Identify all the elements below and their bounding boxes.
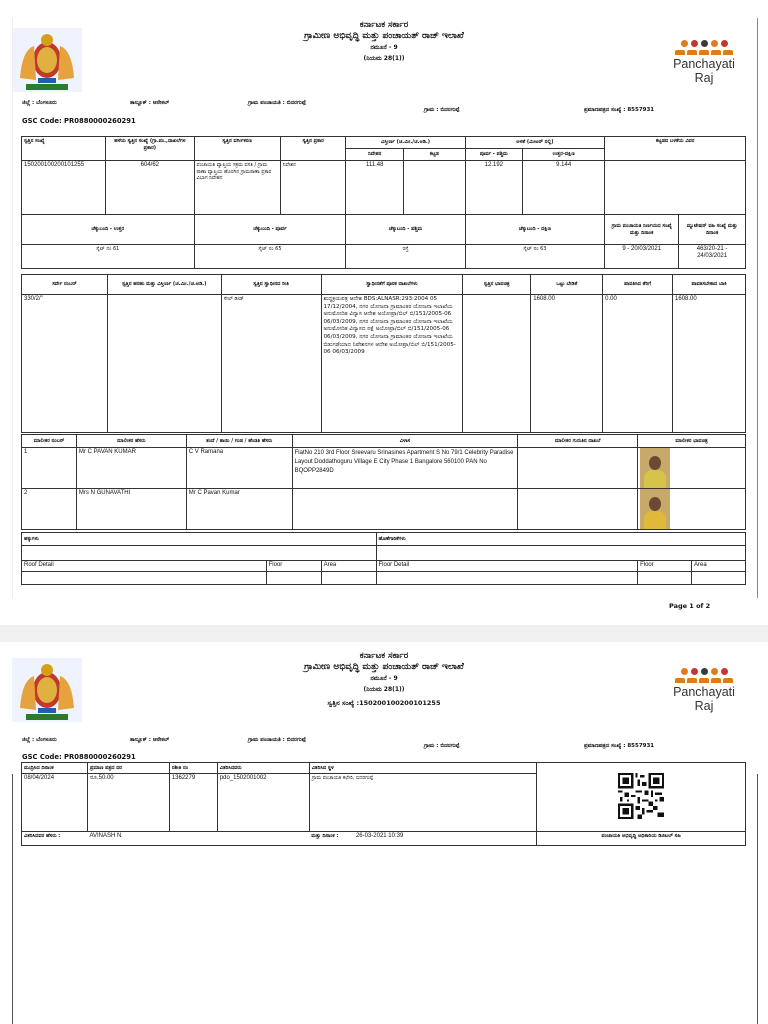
owner-relation: C V Ramana [186,448,292,489]
header-dimensions: ಅಳತೆ (ಮೀಟರ್ ನಲ್ಲಿ) [465,137,605,149]
gp-resolution-value: 9 - 20/03/2021 [605,245,679,269]
header-tax-paid: ಪಾವತಿಸಿದ ತೆರಿಗೆ [603,275,673,295]
taluk: ತಾಲ್ಲೂಕ್ : ಆನೇಕಲ್ [130,100,170,106]
old-property-no-value: 604/62 [106,161,194,215]
form-number: ನಮೂನೆ - 9 [370,44,398,51]
south-boundary-value: ಸೈಟ್ ನಂ 63 [465,245,605,269]
owner-relation: Mr C Pavan Kumar [186,489,292,530]
district: ಜಿಲ್ಲೆ : ಬೆಂಗಳೂರು [22,737,57,743]
balance-value: 1608.00 [673,295,746,433]
digital-signature-label: ಪಂಚಾಯತಿ ಅಭಿವೃದ್ಧಿ ಅಧಿಕಾರಿಯ ಡಿಜಿಟಲ್ ಸಹಿ [537,832,746,846]
header-place: ವಿತರಿಸಿದ ಸ್ಥಳ [309,763,537,774]
taluk: ತಾಲ್ಲೂಕ್ : ಆನೇಕಲ್ [130,737,170,743]
header-balance: ಪಾವತಿಸಬೇಕಾದ ಬಾಕಿ [673,275,746,295]
west-boundary-value: ರಸ್ತೆ [346,245,465,269]
acquisition-value: ಸೇಲ್ ಡೀಡ್ [221,295,321,433]
receipt-value: 1362279 [169,774,217,832]
certificate-number: ಪ್ರಮಾಣಪತ್ರದ ಸಂಖ್ಯೆ : 8557931 [584,743,655,749]
north-boundary-value: ಸೈಟ್ ನಂ 61 [22,245,195,269]
header-west-boundary: ಚೆಕ್ಕುಬಂದಿ - ಪಶ್ಚಿಮ [346,215,465,245]
rule-number: (ನಿಯಮ 28(1)) [363,55,405,62]
east-west-value: 12.192 [465,161,523,215]
govt-title: ಕರ್ನಾಟಕ ಸರ್ಕಾರ [359,20,409,30]
approval-label: ಮತ್ತು ದಿನಾಂಕ : [311,833,339,839]
header-old-property-no: ಹಳೆಯ ಸ್ವತ್ತಿನ ಸಂಖ್ಯೆ (ಗ್ರಾ.ಪಂ.,ದಾಖಲೆಗಳ ಪ್ರಕಾರ) [106,137,194,161]
header-owner-no: ಮಾಲೀಕರ ನಂಬರ್ [22,435,77,448]
header-acquisition: ಸ್ವತ್ತಿನ ಸ್ವಾಧೀನದ ರೀತಿ [221,275,321,295]
documents-value: ಶುದ್ಧಕ್ರಯಪತ್ರ ಆದೇಶ BDS:ALNASR:293:2004 05 17/12/2004, ನಗರ ಯೋಜನಾ ಗ್ರಾಮಾಂತರ ಯೋಜನಾ ಇಲಾಖೆಯ ಅನುಮೋದಿತ ವಿನ್ಯಾಸ ಆದೇಶ ಅಯೋಪ್ರಾ/ಬಿಲ್ ಬಿ/151/2005-06 06/03/2009, ನಗರ ಯೋಜನಾ ಗ್ರಾಮಾಂತರ ಯೋಜನಾ ಇಲಾಖೆಯ ಅನುಮೋದಿತ ವಿನ್ಯಾಸದ ನಕ್ಷೆ ಅಯೋಪ್ರಾ/ಬಿಲ್ ಬಿ/151/2005-06 06/03/2009, ನಗರ ಯೋಜನಾ ಗ್ರಾಮಾಂತರ ಯೋಜನಾ ಇಲಾಖೆಯ ಬಿಡುಗಡೆಯಾದ ನಿವೇಶನಗಳ ಆದೇಶ ಅಯೋಪ್ರಾ/ಬಿಲ್ ಬಿ/151/2005-06 06/03/2009 [321,295,463,433]
header-survey-no: ಸರ್ವೇ ನಂಬರ್ [22,275,108,295]
certificate-number: ಪ್ರಮಾಣಪತ್ರದ ಸಂಖ್ಯೆ : 8557931 [584,107,655,113]
header-site: ನಿವೇಶನ [346,149,404,161]
dept-title: ಗ್ರಾಮೀಣ ಅಭಿವೃದ್ಧಿ ಮತ್ತು ಪಂಚಾಯತ್ ರಾಜ್ ಇಲಾಖೆ [304,662,464,672]
roof-detail-label: Roof Detail [22,561,267,572]
print-date-value: 08/04/2024 [22,774,88,832]
header-gp-resolution: ಗ್ರಾಮ ಪಂಚಾಯತಿ ನಿರ್ಣಯದ ಸಂಖ್ಯೆ ಮತ್ತು ದಿನಾಂಕ [605,215,679,245]
header-total-demand: ಒಟ್ಟು ಬೇಡಿಕೆ [531,275,603,295]
east-boundary-value: ಸೈಟ್ ನಂ 65 [194,245,346,269]
header-fee: ಪ್ರಮಾಣ ಪತ್ರದ ದರ [87,763,169,774]
header-address: ವಿಳಾಸ [292,435,518,448]
fee-value: ರೂ.50.00 [87,774,169,832]
header-building-usage: ಕಟ್ಟಡದ ಬಳಕೆಯ ವಿವರ [605,137,746,161]
header-owner-id: ಮಾಲೀಕರ ಗುರುತಿನ ದಾಖಲೆ [518,435,638,448]
header-description: ಸ್ವತ್ತಿನ ವರ್ಗೀಕರಣ [194,137,280,161]
mutation-value: 463/20-21 - 24/03/2021 [679,245,746,269]
floor-label: Floor [638,561,692,572]
rights-label: ಹಕ್ಕುಗಳು [22,533,377,546]
approval-date: 26-03-2021 10:39 [355,833,404,839]
header-south-boundary: ಚೆಕ್ಕುಬಂದಿ - ದಕ್ಷಿಣ [465,215,605,245]
liabilities-label: ಹೊಣೆಗಾರಿಕೆಗಳು [376,533,746,546]
page-number: Page 1 of 2 [669,602,711,610]
header-print-date: ಮುದ್ರಿಸಿದ ದಿನಾಂಕ [22,763,88,774]
village: ಗ್ರಾಮ : ಬಿದರಗುಪ್ಪೆ [424,107,460,113]
total-demand-value: 1608.00 [531,295,603,433]
issued-by-label: ವಿತರಿಸಿದವರ ಹೆಸರು : [22,832,88,846]
owner-no: 1 [22,448,77,489]
govt-title: ಕರ್ನಾಟಕ ಸರ್ಕಾರ [359,651,409,661]
gsc-code: GSC Code: PR0880000260291 [22,117,136,125]
dept-title: ಗ್ರಾಮೀಣ ಅಭಿವೃದ್ಧಿ ಮತ್ತು ಪಂಚಾಯತ್ ರಾಜ್ ಇಲಾಖೆ [304,31,464,41]
gsc-code: GSC Code: PR0880000260291 [22,753,136,761]
header-property-type: ಸ್ವತ್ತಿನ ಪ್ರಕಾರ [280,137,346,161]
owner-name: Mr C PAVAN KUMAR [76,448,186,489]
village: ಗ್ರಾಮ : ಬಿದರಗುಪ್ಪೆ [424,743,460,749]
header-relation: ತಂದೆ / ತಾಯಿ / ಗಂಡ / ಹೆಂಡತಿ ಹೆಸರು [186,435,292,448]
owner-no: 2 [22,489,77,530]
header-east-west: ಪೂರ್ವ - ಪಶ್ಚಿಮ [465,149,523,161]
header-documents: ಸ್ವಾಧೀನತೆಗೆ ಪೂರಕ ದಾಖಲೆಗಳು [321,275,463,295]
header-area: ವಿಸ್ತೀರ್ಣ (ಚ.ಮೀ./ಚ.ಅಡಿ.) [346,137,465,149]
gram-panchayat: ಗ್ರಾಮ ಪಂಚಾಯತಿ : ಬಿದರಗುಪ್ಪೆ [248,100,306,106]
district: ಜಿಲ್ಲೆ : ಬೆಂಗಳೂರು [22,100,57,106]
north-south-value: 9.144 [523,161,605,215]
header-owner-photo: ಮಾಲೀಕರ ಭಾವಚಿತ್ರ [638,435,746,448]
property-type-value: ನಿವೇಶನ [280,161,346,215]
header-east-boundary: ಚೆಕ್ಕುಬಂದಿ - ಪೂರ್ವ [194,215,346,245]
gram-panchayat: ಗ್ರಾಮ ಪಂಚಾಯತಿ : ಬಿದರಗುಪ್ಪೆ [248,737,306,743]
header-receipt: ರಶೀತಿ ನಂ [169,763,217,774]
property-no-value: 150200100200101255 [22,161,106,215]
logo-text: Panchayati Raj [673,57,735,85]
panchayati-raj-logo [664,668,744,718]
survey-no-value: 330/2/" [22,295,108,433]
area-label: Area [321,561,376,572]
floor-detail-label: Floor Detail [376,561,638,572]
place-value: ಗ್ರಾಮ ಪಂಚಾಯತಿ ಕಛೇರಿ, ಬಿದರಗುಪ್ಪೆ [309,774,537,832]
property-number-line: ಸ್ವತ್ತಿನ ಸಂಖ್ಯೆ :150200100200101255 [327,699,441,707]
form-number: ನಮೂನೆ - 9 [370,675,398,682]
header-north-boundary: ಚೆಕ್ಕುಬಂದಿ - ಉತ್ತರ [22,215,195,245]
header-property-no: ಸ್ವತ್ತಿನ ಸಂಖ್ಯೆ [22,137,106,161]
floor-label: Floor [266,561,321,572]
header-north-south: ಉತ್ತರ-ದಕ್ಷಿಣ [523,149,605,161]
header-building: ಕಟ್ಟಡ [403,149,465,161]
issuer-value: pdo_1502001002 [217,774,309,832]
header-mutation: ಮ್ಯುಟೇಷನ್ ವಹಿ ಸಂಖ್ಯೆ ಮತ್ತು ದಿನಾಂಕ [679,215,746,245]
owner-address: FlatNo 210 3rd Floor Sreevaru Srinasines Apartment S No 79/1 Celebrity Paradise Layout Doddathoguru Village E City Phase 1 Bangalore 560100 PAN No BQOPP2849D [292,448,518,489]
logo-text: Panchayati Raj [673,685,735,713]
owner-name: Mrs N GUNAVATHI [76,489,186,530]
area-label: Area [692,561,746,572]
description-value: ಪಂಚಾಯತಿ ವ್ಯಾಪ್ತಿಯ ಸಕ್ರಮ ವಸತಿ / ಗ್ರಾಮ ಠಾಣಾ ವ್ಯಾಪ್ತಿಯ ಹೊರಗಿನ ಗ್ರಾಮಠಾಣಾ ಪ್ರಕಾರ ವಿಭಾಗ ನಿವೇಶನ [194,161,280,215]
header-property-area: ಸ್ವತ್ತಿನ ಹರಹು ಮತ್ತು ವಿಸ್ತೀರ್ಣ (ಚ.ಮೀ./ಚ.ಅಡಿ.) [107,275,221,295]
tax-paid-value: 0.00 [603,295,673,433]
header-property-photo: ಸ್ವತ್ತಿನ ಭಾವಚಿತ್ರ [463,275,531,295]
header-owner-name: ಮಾಲೀಕರ ಹೆಸರು [76,435,186,448]
site-area-value: 111.48 [346,161,404,215]
certificate-page-2 [0,642,768,1024]
header-issuer: ವಿತರಿಸಿದವರು [217,763,309,774]
issued-by-value: AVINASH N [87,832,309,846]
rule-number: (ನಿಯಮ 28(1)) [363,686,405,693]
